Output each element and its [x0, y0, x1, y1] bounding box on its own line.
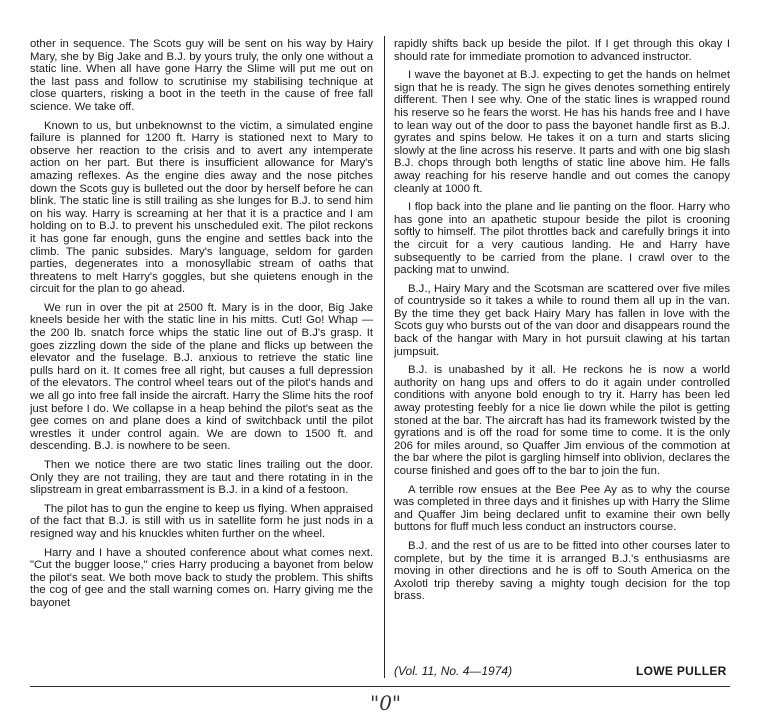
paragraph: B.J. is unabashed by it all. He reckons he is now a world authority on hang ups and offers to do it again under controlled conditions with anyone bold enough to try it. Harry has been led away protesting feebly for a nice lie down while the pilot is getting stoned at the bar. The aircraft has had its framework twisted by the gyrations and is off the road for some time to come. It is the only 206 for miles around, so Quaffer Jim envious of the commotion at the bar where the pilot is gargling himself into oblivion, declares the course finished and goes off to the bar to join the fun. [394, 364, 730, 477]
footer-rule [30, 686, 730, 687]
paragraph: I wave the bayonet at B.J. expecting to get the hands on helmet sign that he is ready. The sign he gives denotes something entirely different. Then I see why. One of the static lines is wrapped round his reserve so he fears the worst. He has his hands free and I have to lean way out of the door to pass the bayonet handle first as B.J. gyrates and spins below. He takes it on a turn and starts slicing slowly at the line across his reserve. It parts and with one big slash B.J. chops through both lengths of static line above him. He falls away reaching for his reserve handle and out comes the canopy cleanly at 1000 ft. [394, 69, 730, 195]
paragraph: The pilot has to gun the engine to keep us flying. When appraised of the fact that B.J. is still with us in satellite form he just nods in a resigned way and his knuckles whiten further on the wheel. [30, 502, 373, 540]
paragraph: B.J., Hairy Mary and the Scotsman are scattered over five miles of countryside so it takes a while to round them all up in the van. By the time they get back Hairy Mary has fallen in love with the Scots guy who bursts out of the van door and disappears round the back of the hangar with Mary in hot pursuit clawing at his tartan jumpsuit. [394, 282, 730, 358]
issue-citation: (Vol. 11, No. 4—1974) [394, 664, 513, 678]
column-divider [384, 36, 385, 678]
paragraph: other in sequence. The Scots guy will be sent on his way by Hairy Mary, she by Big Jake and B.J. by yours truly, the only one without a static line. When all have gone Harry the Slime will put me out on the last pass and follow to scrutinise my stabilising technique at close quarters, risking a boot in the teeth in the cause of free fall science. We take off. [30, 38, 373, 113]
paragraph: Then we notice there are two static lines trailing out the door. Only they are not trailing, they are taut and there rotating in in the slipstream in great embarrassment is B.J. in a kind of a festoon. [30, 459, 373, 497]
paragraph: I flop back into the plane and lie panting on the floor. Harry who has gone into an apathetic stupour beside the pilot is crooning softly to himself. The pilot throttles back and carefully brings it into the circuit for a very cautious landing. He and Harry have subsequently to be carried from the plane. I crawl over to the packing mat to unwind. [394, 201, 730, 277]
paragraph: Known to us, but unbeknownst to the victim, a simulated engine failure is planned for 1200 ft. Harry is stationed next to Mary to observe her reaction to the crisis and to avert any intemperate action on her part. But there is insufficient allowance for Mary's amazing reflexes. As the engine dies away and the nose pitches down the Scots guy is bulleted out the door by herself before he can blink. The static line is still trailing as she lunges for B.J. to send him on his way. Harry is screaming at her that it is a practice and I am holding on to B.J. to prevent his unscheduled exit. The pilot reckons it has gone far enough, guns the engine and settles back into the climb. The panic subsides. Mary's language, seldom for garden parties, degenerates into a monosyllabic stream of oaths that threatens to melt Harry's goggles, but she quietens enough in the circuit for the plan to go ahead. [30, 119, 373, 296]
paragraph: We run in over the pit at 2500 ft. Mary is in the door, Big Jake kneels beside her with the static line in his mitts. Cut! Go! Whap — the 200 lb. snatch force whips the static line out of B.J's grasp. It goes zizzling down the side of the plane and flicks up between the elevator and the fuselage. B.J. anxious to retrieve the static line pulls hard on it. It comes free all right, but causes a full depression of the elevators. The control wheel tears out of the pilot's hands and we all go into free fall inside the aircraft. Harry the Slime hits the roof just before I do. We collapse in a heap behind the pilot's seat as the gee comes on and plane does a kind of switchback until the pilot wrestles it under control again. We are down to 1500 ft. and descending. B.J. is nowhere to be seen. [30, 301, 373, 453]
paragraph: B.J. and the rest of us are to be fitted into other courses later to complete, but by the time it is arranged B.J.'s enthusiasms are moving in other directions and he is off to South America on the Axolotl trip thereby saving a mighty tough decision for the top brass. [394, 539, 730, 603]
page-mark: "0" [370, 691, 402, 715]
paragraph: A terrible row ensues at the Bee Pee Ay as to why the course was completed in three days and it finishes up with Harry the Slime and Quaffer Jim being declared unfit to examine their own belly buttons for fluff much less conduct an instructors course. [394, 483, 730, 534]
right-column [394, 38, 730, 609]
author-byline: LOWE PULLER [636, 664, 727, 678]
paragraph: Harry and I have a shouted conference about what comes next. "Cut the bugger loose," cries Harry producing a bayonet from below the pilot's seat. We both move back to study the problem. This shifts the cog of gee and the stall warning comes on. Harry giving me the bayonet [30, 546, 373, 609]
paragraph: rapidly shifts back up beside the pilot. If I get through this okay I should rate for immediate promotion to advanced instructor. [394, 38, 730, 63]
left-column [30, 38, 373, 616]
